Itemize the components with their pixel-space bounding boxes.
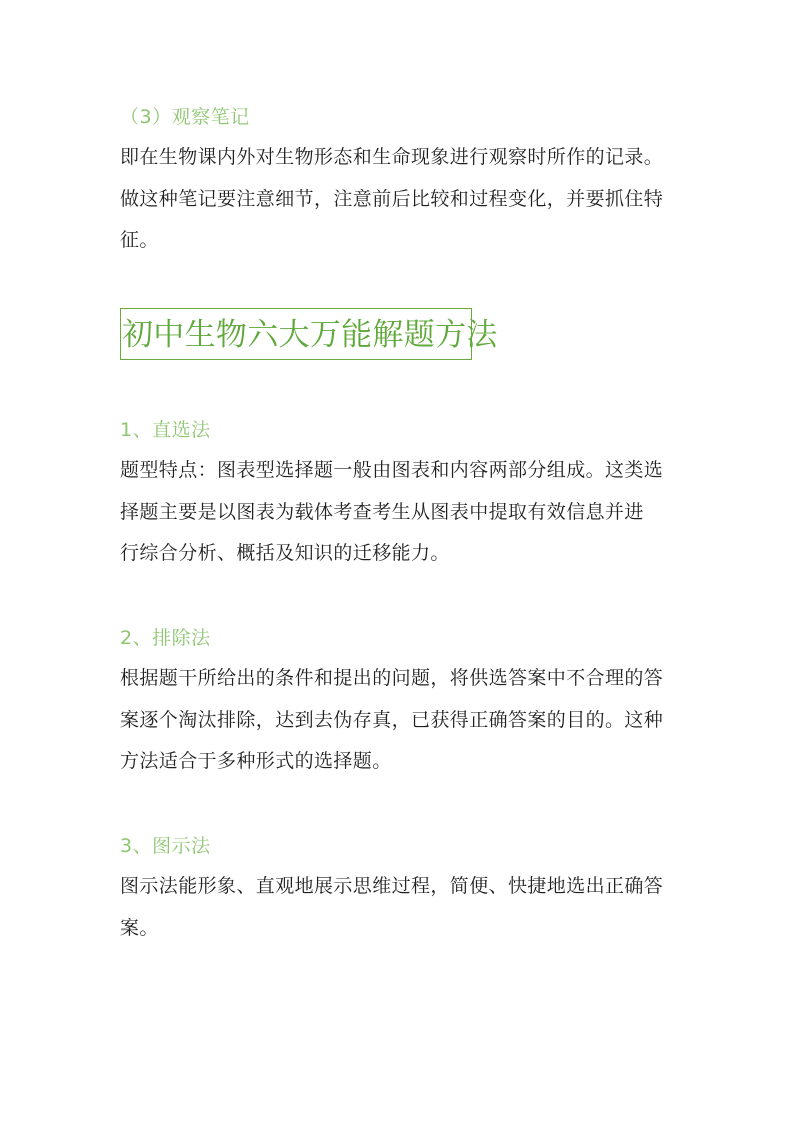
method-2-paragraph <box>120 658 680 783</box>
paragraph-line: 案。 <box>120 916 159 939</box>
paragraph-line: 题型特点：图表型选择题一般由图表和内容两部分组成。这类选 <box>120 459 664 481</box>
method-3-heading: 3、图示法 <box>120 835 211 857</box>
section-title-box <box>120 308 498 360</box>
paragraph-line: 择题主要是以图表为载体考查考生从图表中提取有效信息并进 <box>120 500 644 523</box>
paragraph-line: 做这种笔记要注意细节，注意前后比较和过程变化，并要抓住特 <box>120 187 664 210</box>
paragraph-line: 征。 <box>120 229 159 251</box>
observation-notes-heading: （3）观察笔记 <box>120 106 250 128</box>
paragraph-line: 方法适合于多种形式的选择题。 <box>120 750 392 772</box>
section-title: 初中生物六大万能解题方法 <box>122 317 498 353</box>
paragraph-line: 图示法能形象、直观地展示思维过程，简便、快捷地选出正确答 <box>120 875 664 897</box>
paragraph-line: 根据题干所给出的条件和提出的问题，将供选答案中不合理的答 <box>120 667 664 689</box>
paragraph-line: 即在生物课内外对生物形态和生命现象进行观察时所作的记录。 <box>120 146 664 168</box>
paragraph-line: 案逐个淘汰排除，达到去伪存真，已获得正确答案的目的。这种 <box>120 708 664 731</box>
method-1-paragraph <box>120 450 680 575</box>
observation-notes-paragraph <box>120 137 680 262</box>
method-3-paragraph <box>120 866 680 949</box>
method-1-heading: 1、直选法 <box>120 419 211 441</box>
paragraph-line: 行综合分析、概括及知识的迁移能力。 <box>120 542 450 564</box>
method-2-heading: 2、排除法 <box>120 627 211 649</box>
